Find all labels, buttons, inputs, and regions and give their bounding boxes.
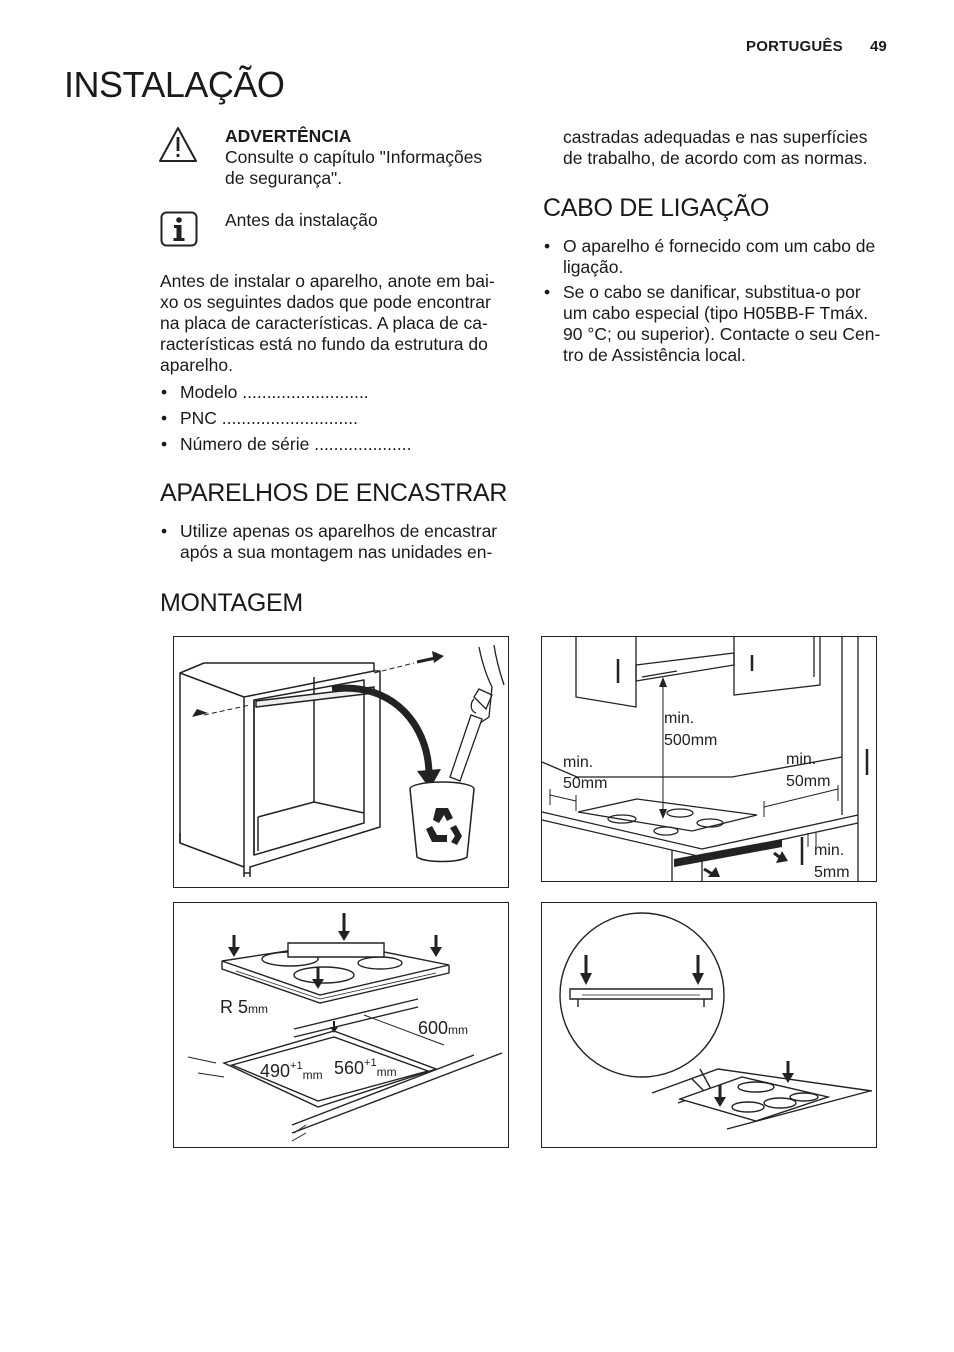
cabinet-illustration	[174, 637, 508, 887]
intro-line: aparelho.	[160, 355, 233, 375]
warning-block	[225, 126, 515, 189]
intro-line: xo os seguintes dados que pode encontrar	[160, 292, 491, 312]
recycle-bin-icon	[410, 782, 474, 862]
list-item	[543, 282, 903, 366]
label-cut-depth-490: $490^{+1}_{mm}$	[260, 1060, 323, 1082]
list-item-pnc: • PNC ............................	[160, 408, 520, 429]
built-in-bullet	[160, 521, 520, 563]
intro-paragraph	[160, 271, 520, 376]
cable-bullet2-line: um cabo especial (tipo H05BB-F Tmáx.	[563, 303, 869, 323]
warning-text-line-2: de segurança".	[225, 168, 343, 188]
cable-bullet2-line: • Se o cabo se danificar, substitua-o por	[563, 282, 861, 302]
page-number: 49	[870, 38, 887, 55]
cable-bullet2-line: 90 °C; ou superior). Contacte o seu Cen-	[563, 324, 881, 344]
label-radius: R 5mm	[220, 997, 269, 1017]
page-title: INSTALAÇÃO	[64, 64, 285, 105]
cutout-illustration	[174, 903, 508, 1147]
label-min-front: min.	[814, 842, 845, 859]
warning-triangle-icon	[158, 126, 198, 169]
label-min-top-value: 500mm	[664, 732, 718, 749]
label-depth-600: 600mm	[418, 1018, 469, 1038]
intro-line: na placa de características. A placa de ca-	[160, 313, 488, 333]
cable-bullets	[543, 236, 903, 366]
figure-cutout-dimensions	[173, 902, 509, 1148]
label-min-front-value: 5mm	[814, 864, 850, 881]
heading-assembly: MONTAGEM	[160, 589, 303, 617]
cable-bullet2-line: tro de Assistência local.	[563, 345, 746, 365]
built-in-line-2: após a sua montagem nas unidades en-	[180, 542, 493, 562]
figure-seal-detail	[541, 902, 877, 1148]
list-item-serial: • Número de série ....................	[160, 434, 520, 455]
label-min-left-value: 50mm	[563, 775, 608, 792]
label-min-left: min.	[563, 754, 594, 771]
built-in-continuation	[563, 127, 903, 169]
list-item	[543, 236, 903, 278]
intro-line: racterísticas está no fundo da estrutura do	[160, 334, 488, 354]
data-list	[160, 382, 520, 455]
warning-text-line-1: Consulte o capítulo "Informações	[225, 147, 483, 167]
info-text: Antes da instalação	[225, 210, 378, 230]
label-cut-width-560: $560^{+1}_{mm}$	[334, 1057, 397, 1079]
cable-bullet1-line1: • O aparelho é fornecido com um cabo de	[563, 236, 876, 256]
seal-detail-illustration	[542, 903, 876, 1147]
continuation-line-2: de trabalho, de acordo com as normas.	[563, 148, 868, 168]
figure-clearances	[541, 636, 877, 882]
list-item	[160, 521, 520, 563]
figure-cabinet-preparation	[173, 636, 509, 888]
built-in-line-1: • Utilize apenas os aparelhos de encastrar	[180, 521, 498, 541]
list-item-model: • Modelo ..........................	[160, 382, 520, 403]
heading-cable: CABO DE LIGAÇÃO	[543, 194, 770, 222]
continuation-line-1: castradas adequadas e nas superfícies	[563, 127, 868, 147]
label-min-top: min.	[664, 710, 695, 727]
intro-line: Antes de instalar o aparelho, anote em bai-	[160, 271, 495, 291]
heading-built-in: APARELHOS DE ENCASTRAR	[160, 479, 508, 507]
header-language: PORTUGUÊS	[746, 38, 843, 55]
cable-bullet1-line2: ligação.	[563, 257, 624, 277]
warning-title: ADVERTÊNCIA	[225, 126, 352, 146]
label-min-right: min.	[786, 751, 817, 768]
info-icon	[160, 211, 198, 252]
label-min-right-value: 50mm	[786, 773, 831, 790]
clearance-illustration	[542, 637, 876, 881]
